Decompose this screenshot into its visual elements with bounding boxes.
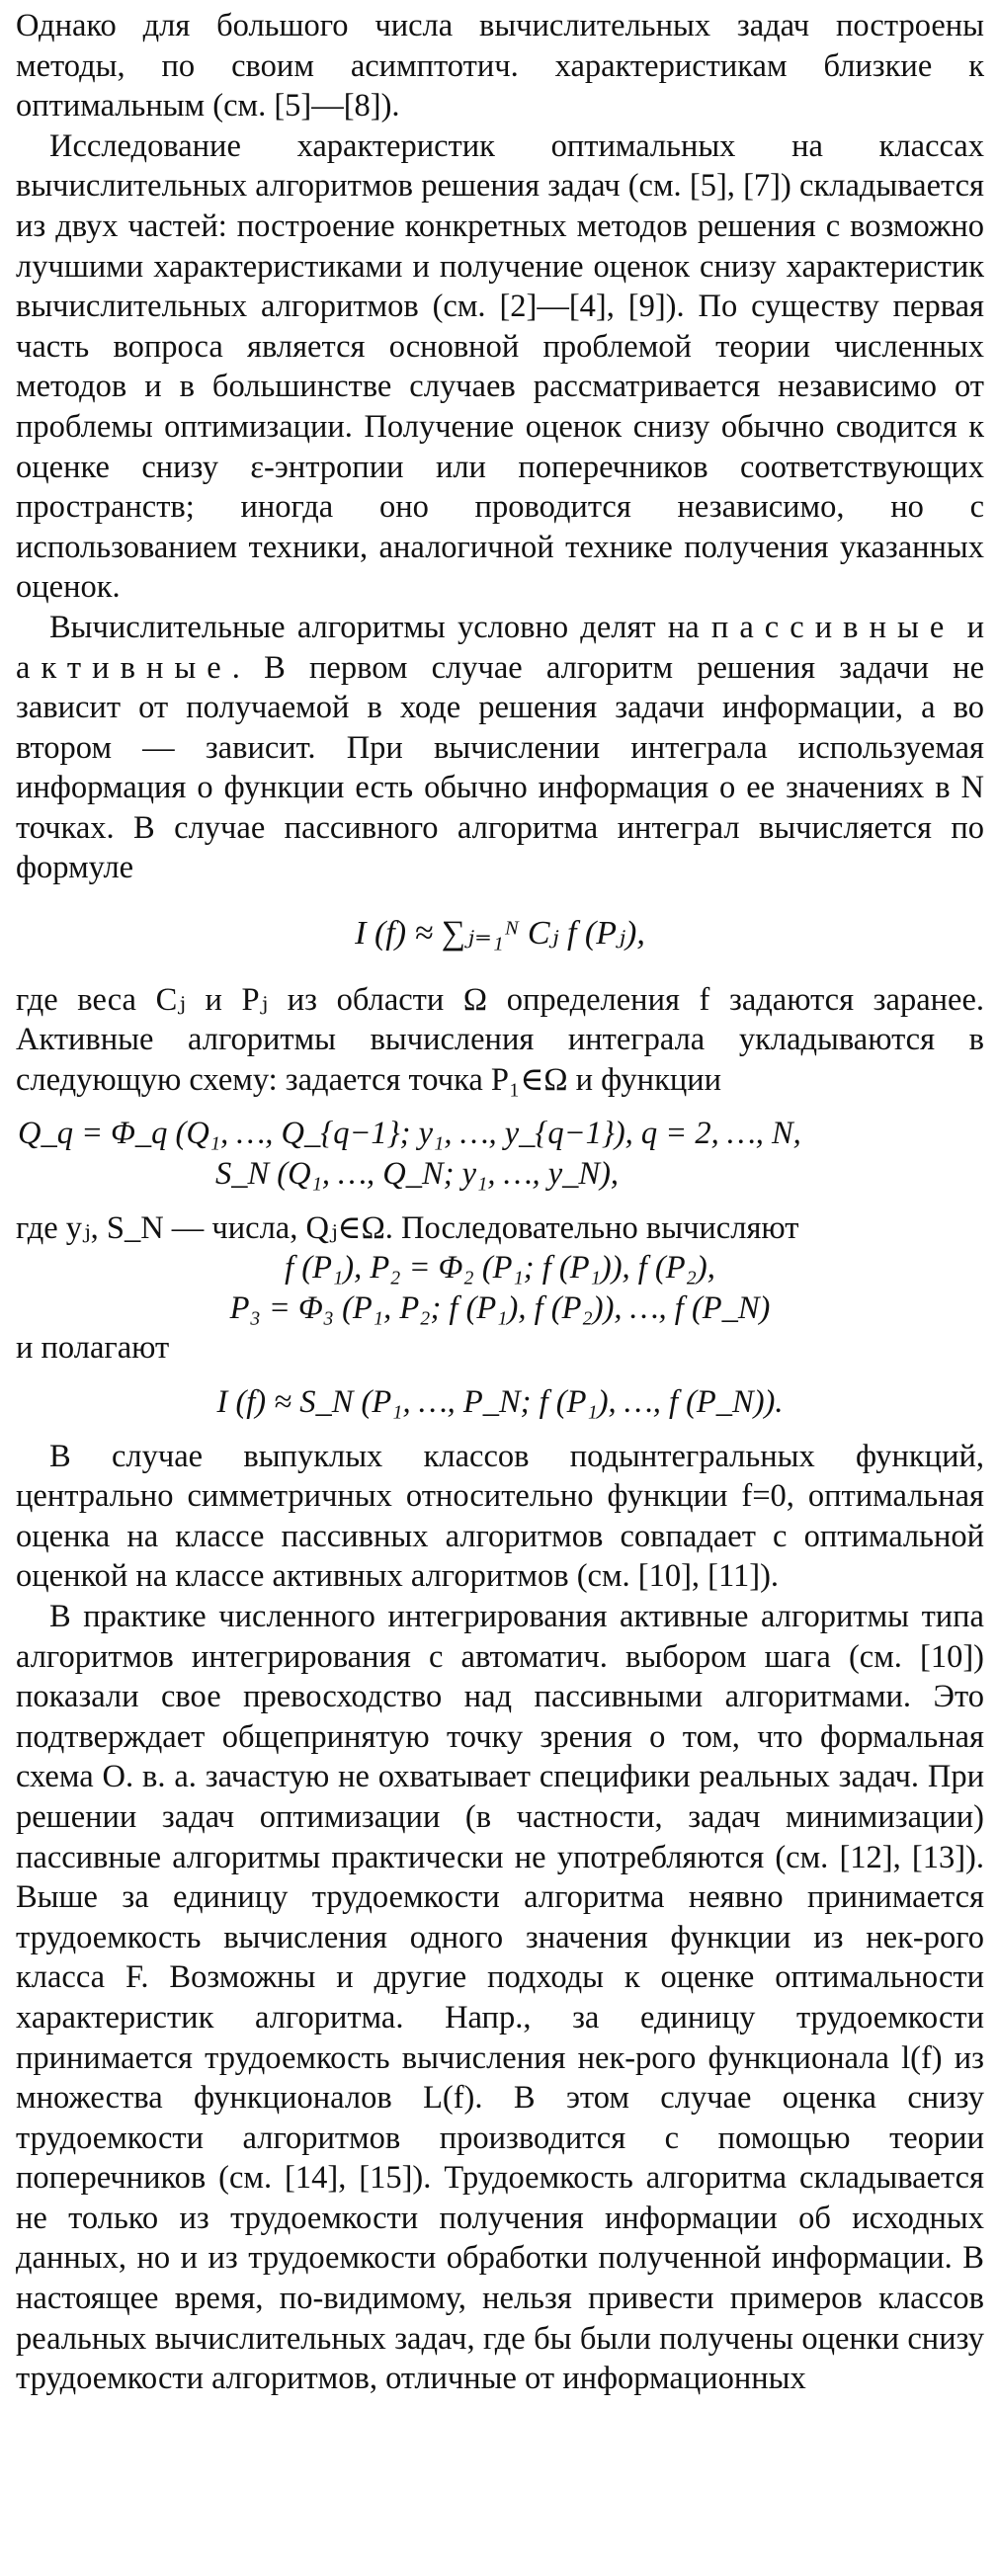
- paragraph-3-part-b: и: [955, 609, 984, 645]
- formula-passive-quadrature: [16, 914, 984, 955]
- formula-active-scheme-1-text: Q_q = Φ_q (Q₁, …, Q_{q−1}; y₁, …, y_{q−1}), q = 2, …, N,: [18, 1116, 801, 1152]
- paragraph-3: [16, 608, 984, 888]
- formula-active-integral-text: I (f) ≈ S_N (P₁, …, P_N; f (P₁), …, f (P_N)).: [216, 1384, 784, 1420]
- paragraph-2: Исследование характеристик оптимальных на классах вычислительных алгоритмов решения задач (см. [5], [7]) складывается из двух частей: построение конкретных методов решения с возможно лучшими характеристиками и получение оценок снизу характеристик вычислительных алгоритмов (см. [2]—[4], [9]). По существу первая часть вопроса является основной проблемой теории численных методов и в большинстве случаев рассматривается независимо от проблемы оптимизации. Получение оценок снизу обычно сводится к оценке снизу ε-энтропии или поперечников соответствующих пространств; иногда оно проводится независимо, но с использованием техники, аналогичной технике получения указанных оценок.: [16, 127, 984, 606]
- term-active: активные: [16, 649, 232, 686]
- formula-sequence-line-2: [16, 1288, 984, 1329]
- formula-passive-text: I (f) ≈ ∑ⱼ₌₁ᴺ Cⱼ f (Pⱼ),: [355, 915, 645, 953]
- paragraph-3-part-c: . В первом случае алгоритм решения задачи не зависит от получаемой в ходе решения задачи информации, а во втором — зависит. При вычислении интеграла используемая информация о функции есть обычно информация о ее значениях в N точках. В случае пассивного алгоритма интеграл вычисляется по формуле: [16, 649, 984, 886]
- formula-active-integral: [16, 1382, 984, 1423]
- paragraph-7: В случае выпуклых классов подынтегральных функций, центрально симметричных относительно функции f=0, оптимальная оценка на классе пассивных алгоритмов совпадает с оптимальной оценкой на классе активных алгоритмов (см. [10], [11]).: [16, 1438, 984, 1595]
- paragraph-6: и полагают: [16, 1330, 170, 1367]
- formula-active-scheme-2-text: S_N (Q₁, …, Q_N; y₁, …, y_N),: [215, 1156, 620, 1193]
- paragraph-4: где веса Cⱼ и Pⱼ из области Ω определения f задаются заранее. Активные алгоритмы вычисления интеграла укладываются в следующую схему: задается точка P₁∈Ω и функции: [16, 981, 984, 1098]
- formula-sequence-1-text: f (P₁), P₂ = Φ₂ (P₁; f (P₁)), f (P₂),: [285, 1250, 715, 1287]
- paragraph-5: где yⱼ, S_N — числа, Qⱼ∈Ω. Последовательно вычисляют: [16, 1209, 799, 1246]
- formula-active-scheme-line-2: [16, 1154, 984, 1195]
- formula-sequence-2-text: P₃ = Φ₃ (P₁, P₂; f (P₁), f (P₂)), …, f (P_N): [229, 1289, 771, 1326]
- paragraph-3-part-a: Вычислительные алгоритмы условно делят на: [49, 609, 711, 645]
- formula-sequence-line-1: [16, 1248, 984, 1288]
- paragraph-8: В практике численного интегрирования активные алгоритмы типа алгоритмов интегрирования с автоматич. выбором шага (см. [10]) показали свое превосходство над пассивными алгоритмами. Это подтверждает общепринятую точку зрения о том, что формальная схема О. в. а. зачастую не охватывает специфики реальных задач. При решении задач оптимизации (в частности, задач минимизации) пассивные алгоритмы практически не употребляются (см. [12], [13]). Выше за единицу трудоемкости алгоритма неявно принимается трудоемкость вычисления одного значения функции из нек-рого класса F. Возможны и другие подходы к оценке оптимальности характеристик алгоритма. Напр., за единицу трудоемкости принимается трудоемкость вычисления нек-рого функционала l(f) из множества функционалов L(f). В этом случае оценка снизу трудоемкости алгоритмов производится с помощью теории поперечников (см. [14], [15]). Трудоемкость алгоритма складывается не только из трудоемкости получения информации об исходных данных, но и из трудоемкости обработки полученной информации. В настоящее время, по-видимому, нельзя привести примеров классов реальных вычислительных задач, где бы были получены оценки снизу трудоемкости алгоритмов, отличные от информационных: [16, 1598, 984, 2397]
- term-passive: пассивные: [710, 609, 956, 645]
- formula-active-scheme-line-1: [16, 1114, 984, 1154]
- paragraph-1: Однако для большого числа вычислительных задач построены методы, по своим асимптотич. характеристикам близкие к оптимальным (см. [5]—[8]).: [16, 8, 984, 125]
